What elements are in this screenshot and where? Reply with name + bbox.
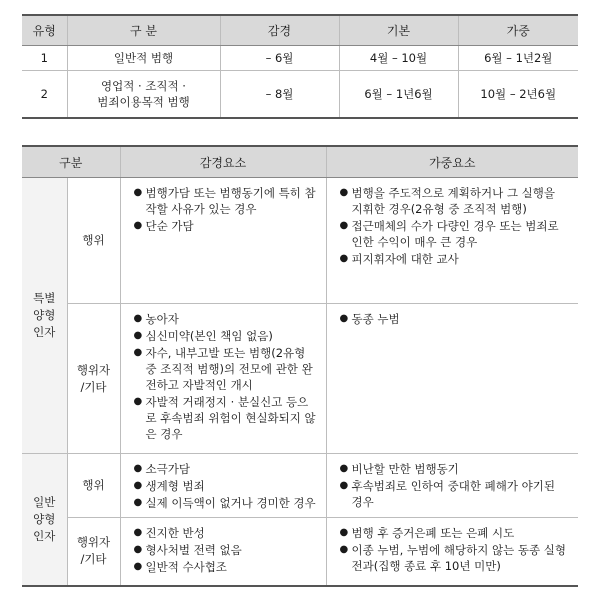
bullet-icon: ●: [339, 480, 349, 491]
general-factors-label: 일반 양형 인자: [22, 454, 67, 586]
factor-text: 농아자: [145, 312, 179, 326]
factor-text: 접근매체의 수가 다량인 경우 또는 범죄로 인한 수익이 매우 큰 경우: [351, 219, 559, 249]
header-aggravate: 가중: [458, 15, 578, 46]
list-item: [340, 251, 570, 267]
factor-text: 실제 이득액이 없거나 경미한 경우: [145, 496, 316, 510]
row-category-line: 범죄이용목적 범행: [97, 95, 190, 109]
document-page: [22, 14, 578, 587]
table-header-row: [22, 146, 578, 178]
list-item: [340, 542, 570, 574]
row-mitigate: – 8월: [220, 71, 339, 119]
behavior-label: 행위: [67, 178, 120, 304]
factor-text: 자발적 거래정지 · 분실신고 등으로 후속범죄 위험이 현실화되지 않은 경우: [145, 395, 316, 441]
mitigating-cell: [120, 518, 326, 586]
factor-text: 동종 누범: [351, 312, 400, 326]
factor-list: [122, 305, 325, 447]
row-category: [67, 71, 220, 119]
table-row: [22, 71, 578, 119]
list-item: [134, 559, 317, 575]
bullet-icon: ●: [339, 253, 349, 264]
list-item: [340, 185, 570, 217]
bullet-icon: ●: [133, 527, 143, 538]
factor-text: 소극가담: [145, 462, 190, 476]
header-category: 구 분: [67, 15, 220, 46]
header-aggravating-factors: 가중요소: [326, 146, 578, 178]
factor-text: 단순 가담: [145, 219, 194, 233]
bullet-icon: ●: [133, 497, 143, 508]
list-item: [134, 461, 317, 477]
bullet-icon: ●: [133, 396, 143, 407]
factor-text: 자수, 내부고발 또는 범행(2유형 중 조직적 범행)의 전모에 관한 완전하고 자발적인 개시: [145, 346, 313, 392]
factor-text: 심신미약(본인 책임 없음): [145, 329, 273, 343]
factor-text: 범행을 주도적으로 계획하거나 그 실행을 지휘한 경우(2유형 중 조직적 범행): [351, 186, 555, 216]
bullet-icon: ●: [133, 220, 143, 231]
bullet-icon: ●: [133, 561, 143, 572]
row-basic: 6월 – 1년6월: [339, 71, 458, 119]
list-item: [340, 461, 570, 477]
table-row: [22, 304, 578, 454]
row-type: 2: [22, 71, 67, 119]
header-basic: 기본: [339, 15, 458, 46]
row-aggravate: 6월 – 1년2월: [458, 46, 578, 71]
list-item: [134, 525, 317, 541]
bullet-icon: ●: [339, 463, 349, 474]
table-header-row: [22, 15, 578, 46]
list-item: [134, 218, 317, 234]
list-item: [340, 218, 570, 250]
factor-list: [328, 179, 578, 272]
bullet-icon: ●: [339, 220, 349, 231]
factor-text: 진지한 반성: [145, 526, 205, 540]
behavior-label: 행위: [67, 454, 120, 518]
factor-list: [122, 519, 325, 580]
header-type: 유형: [22, 15, 67, 46]
mitigating-cell: [120, 454, 326, 518]
bullet-icon: ●: [133, 463, 143, 474]
special-factors-label: 특별 양형 인자: [22, 178, 67, 454]
mitigating-cell: [120, 304, 326, 454]
list-item: [134, 542, 317, 558]
table-row: [22, 454, 578, 518]
list-item: [134, 185, 317, 217]
factor-list: [328, 519, 578, 579]
list-item: [134, 495, 317, 511]
factor-text: 범행가담 또는 범행동기에 특히 참작할 사유가 있는 경우: [145, 186, 316, 216]
row-type: 1: [22, 46, 67, 71]
sentencing-range-table: [22, 14, 578, 119]
actor-label: 행위자 /기타: [67, 304, 120, 454]
row-category: 일반적 범행: [67, 46, 220, 71]
header-mitigate: 감경: [220, 15, 339, 46]
bullet-icon: ●: [133, 187, 143, 198]
bullet-icon: ●: [339, 527, 349, 538]
factor-list: [122, 179, 325, 239]
row-mitigate: – 6월: [220, 46, 339, 71]
bullet-icon: ●: [133, 347, 143, 358]
header-division: 구분: [22, 146, 120, 178]
factor-text: 일반적 수사협조: [145, 560, 227, 574]
factor-list: [328, 455, 578, 515]
actor-label: 행위자 /기타: [67, 518, 120, 586]
table-row: [22, 518, 578, 586]
header-mitigating-factors: 감경요소: [120, 146, 326, 178]
list-item: [340, 478, 570, 510]
aggravating-cell: [326, 518, 578, 586]
factor-text: 후속범죄로 인하여 중대한 폐해가 야기된 경우: [351, 479, 555, 509]
list-item: [340, 525, 570, 541]
list-item: [134, 394, 317, 442]
list-item: [134, 345, 317, 393]
aggravating-cell: [326, 454, 578, 518]
factor-list: [328, 305, 578, 332]
bullet-icon: ●: [339, 187, 349, 198]
list-item: [134, 328, 317, 344]
factor-text: 생계형 범죄: [145, 479, 205, 493]
bullet-icon: ●: [339, 313, 349, 324]
aggravating-cell: [326, 304, 578, 454]
list-item: [134, 478, 317, 494]
row-category-line: 영업적 · 조직적 ·: [101, 79, 186, 93]
list-item: [340, 311, 570, 327]
factor-list: [122, 455, 325, 516]
bullet-icon: ●: [339, 544, 349, 555]
row-aggravate: 10월 – 2년6월: [480, 87, 557, 101]
bullet-icon: ●: [133, 330, 143, 341]
aggravating-cell: [326, 178, 578, 304]
table-row: [22, 46, 578, 71]
bullet-icon: ●: [133, 313, 143, 324]
bullet-icon: ●: [133, 544, 143, 555]
factor-text: 피지휘자에 대한 교사: [351, 252, 459, 266]
table-row: [22, 178, 578, 304]
factor-text: 형사처벌 전력 없음: [145, 543, 242, 557]
factor-text: 범행 후 증거은폐 또는 은폐 시도: [351, 526, 515, 540]
mitigating-cell: [120, 178, 326, 304]
row-basic: 4월 – 10월: [339, 46, 458, 71]
factor-text: 비난할 만한 범행동기: [351, 462, 459, 476]
factor-text: 이종 누범, 누범에 해당하지 않는 동종 실형전과(집행 종료 후 10년 미만): [351, 543, 566, 573]
sentencing-factors-table: [22, 145, 578, 587]
list-item: [134, 311, 317, 327]
bullet-icon: ●: [133, 480, 143, 491]
